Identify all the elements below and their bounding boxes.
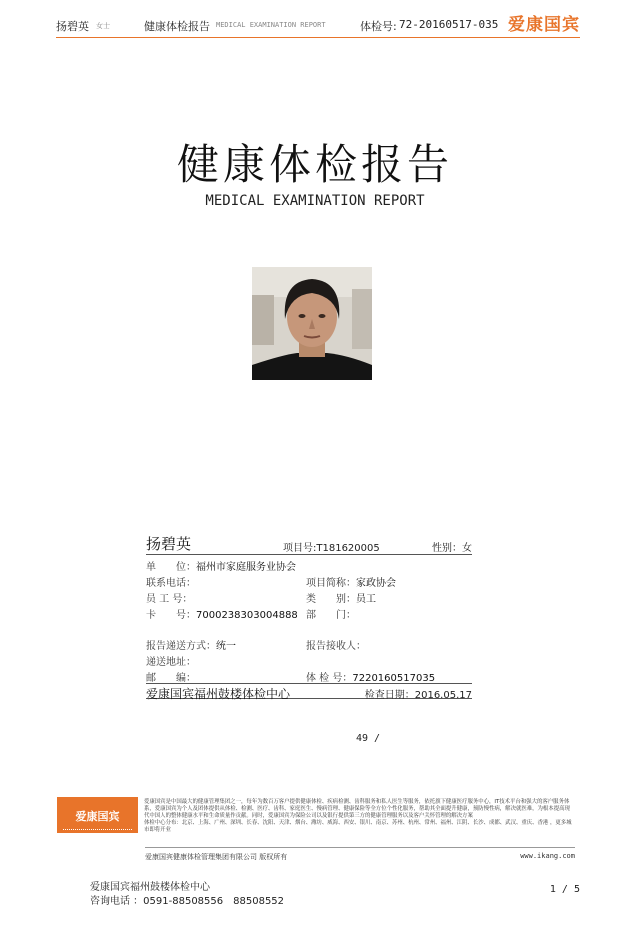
staff-no-label: 员 工 号： <box>146 594 193 605</box>
center-bar <box>146 683 472 699</box>
footer-description <box>144 799 575 834</box>
company-footer <box>57 792 575 838</box>
postcode-row <box>146 669 196 684</box>
header-exam-no: 72-20160517-035 <box>399 18 499 31</box>
footer-company-desc: 爱康国宾是中国最大的健康管理集团之一，每年为数百万客户提供健康体检、疾病检测、齿科服务和私人医生等服务，依托旗下健康医疗服务中心，IT技术平台和强大的客户服务体系，爱康国宾为个人及团体提供从体检、检测、医疗、齿科、家庭医生、慢病管理、健康保险等全方位个性化服务，帮助其全面提升健康，预防慢性病，解决就医难，为根本提高现代中国人的整体健康水平和生命质量作贡献。同时，爱康国宾为保险公司以及银行提供第三方的健康管理服务以及客户关怀管理的解决方案 <box>144 799 570 819</box>
header-exam-no-label: 体检号: <box>360 20 397 33</box>
exam-center-name: 爱康国宾福州鼓楼体检中心 <box>146 687 291 701</box>
card-row <box>146 606 298 621</box>
exam-date-label: 检查日期： <box>364 690 415 701</box>
exam-date <box>365 686 472 701</box>
category-value: 员工 <box>356 594 376 605</box>
project-short-row <box>306 574 396 589</box>
exam-date-value: 2016.05.17 <box>414 690 472 701</box>
unit-value: 福州市家庭服务业协会 <box>196 562 296 573</box>
header-brand-logo: 爱康国宾 <box>508 15 580 35</box>
category-row <box>306 590 376 605</box>
footer-logo-divider <box>63 829 132 830</box>
delivery-value: 统一 <box>216 641 236 652</box>
header-report-title-cn: 健康体检报告 <box>144 20 210 33</box>
exam-no-row <box>306 669 435 684</box>
page-number: 1 / 5 <box>549 884 580 895</box>
postcode-label: 邮 编： <box>146 673 196 684</box>
unit-label: 单 位： <box>146 562 196 573</box>
page-marker: 49 / <box>356 733 381 744</box>
delivery-row <box>146 637 236 652</box>
dept-label: 部 门： <box>306 610 356 621</box>
bottom-center-name: 爱康国宾福州鼓楼体检中心 <box>90 882 210 893</box>
card-label: 卡 号： <box>146 610 196 621</box>
patient-photo <box>252 267 372 380</box>
dept-row <box>306 606 356 621</box>
header-report-title-en: MEDICAL EXAMINATION REPORT <box>216 21 326 29</box>
header-patient-name: 扬碧英 <box>56 20 89 33</box>
page-header <box>56 8 580 38</box>
name-bar <box>146 533 472 555</box>
address-row <box>146 653 196 668</box>
cover-subtitle: MEDICAL EXAMINATION REPORT <box>205 193 425 209</box>
exam-no-label: 体 检 号： <box>306 673 353 684</box>
staff-no-row <box>146 590 192 605</box>
project-number: 项目号:T181620005 <box>283 543 380 554</box>
receiver-row <box>306 637 366 652</box>
patient-name: 扬碧英 <box>146 535 192 553</box>
project-short-label: 项目简称： <box>306 578 356 589</box>
patient-sex: 性别：女 <box>432 543 472 554</box>
page-bottom-info <box>90 881 284 909</box>
address-label: 递送地址： <box>146 657 196 668</box>
phone-row <box>146 574 196 589</box>
receiver-label: 报告接收人： <box>306 641 366 652</box>
footer-cities: 体检中心分布：北京、上海、广州、深圳、长春、沈阳、天津、烟台、潍坊、威海、西安、银川、南京、苏州、杭州、常州、福州、江阴、长沙、成都、武汉、重庆、香港 ，更多城市即将开业 <box>144 820 572 833</box>
exam-no-value: 7220160517035 <box>352 673 436 684</box>
footer-website-link[interactable]: www.ikang.com <box>520 852 575 860</box>
category-label: 类 别： <box>306 594 356 605</box>
card-value: 7000238303004888 <box>196 610 298 621</box>
cover-title: 健康体检报告 <box>176 140 453 189</box>
footer-logo-text: 爱康国宾 <box>75 810 120 823</box>
footer-bottom-line <box>145 847 575 861</box>
phone-label: 联系电话： <box>146 578 196 589</box>
patient-info <box>146 533 472 701</box>
footer-brand-logo <box>57 797 138 833</box>
project-short-value: 家政协会 <box>356 578 396 589</box>
unit-row <box>146 558 296 573</box>
delivery-label: 报告递送方式： <box>146 641 216 652</box>
bottom-phone: 咨询电话 ：0591-88508556 88508552 <box>90 896 285 907</box>
footer-copyright: 爱康国宾健康体检管理集团有限公司 版权所有 <box>145 853 288 861</box>
header-honorific: 女士 <box>96 22 110 30</box>
